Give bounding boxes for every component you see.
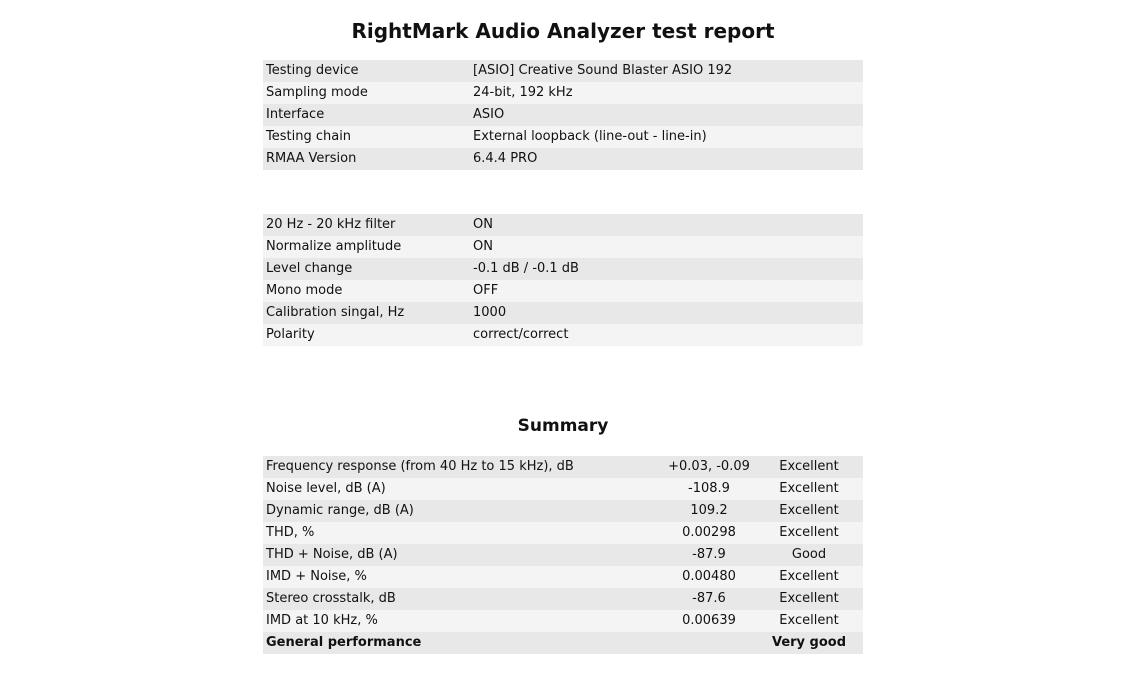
- table-row: [263, 126, 863, 148]
- summary-label: Noise level, dB (A): [263, 478, 663, 500]
- summary-rating: Excellent: [755, 456, 863, 478]
- summary-value: 0.00480: [663, 566, 755, 588]
- setting-label: Calibration singal, Hz: [263, 302, 470, 324]
- device-info-value: External loopback (line-out - line-in): [470, 126, 863, 148]
- device-info-value: 24-bit, 192 kHz: [470, 82, 863, 104]
- table-row: [263, 522, 863, 544]
- table-row: [263, 302, 863, 324]
- summary-label: Frequency response (from 40 Hz to 15 kHz), dB: [263, 456, 663, 478]
- setting-label: Polarity: [263, 324, 470, 346]
- general-performance-label: General performance: [263, 632, 663, 654]
- summary-rating: Excellent: [755, 588, 863, 610]
- table-row: [263, 280, 863, 302]
- summary-table: [263, 456, 863, 654]
- setting-label: 20 Hz - 20 kHz filter: [263, 214, 470, 236]
- setting-value: OFF: [470, 280, 863, 302]
- summary-rating: Good: [755, 544, 863, 566]
- device-info-label: Sampling mode: [263, 82, 470, 104]
- summary-title: Summary: [517, 416, 609, 436]
- table-row: [263, 588, 863, 610]
- table-row: [263, 258, 863, 280]
- table-row: [263, 148, 863, 170]
- setting-value: ON: [470, 214, 863, 236]
- table-row: [263, 500, 863, 522]
- table-row: [263, 214, 863, 236]
- general-performance-row: [263, 632, 863, 654]
- table-row: [263, 236, 863, 258]
- device-info-value: [ASIO] Creative Sound Blaster ASIO 192: [470, 60, 863, 82]
- table-row: [263, 610, 863, 632]
- summary-label: IMD at 10 kHz, %: [263, 610, 663, 632]
- summary-value: -87.6: [663, 588, 755, 610]
- table-row: [263, 566, 863, 588]
- summary-rating: Excellent: [755, 522, 863, 544]
- setting-label: Level change: [263, 258, 470, 280]
- summary-value: -87.9: [663, 544, 755, 566]
- summary-label: Dynamic range, dB (A): [263, 500, 663, 522]
- settings-table: [263, 214, 863, 346]
- summary-label: THD, %: [263, 522, 663, 544]
- device-info-table: [263, 60, 863, 170]
- device-info-label: RMAA Version: [263, 148, 470, 170]
- summary-label: THD + Noise, dB (A): [263, 544, 663, 566]
- table-row: [263, 456, 863, 478]
- summary-value: 0.00298: [663, 522, 755, 544]
- setting-label: Mono mode: [263, 280, 470, 302]
- summary-value: 0.00639: [663, 610, 755, 632]
- setting-label: Normalize amplitude: [263, 236, 470, 258]
- summary-value: +0.03, -0.09: [663, 456, 755, 478]
- table-row: [263, 544, 863, 566]
- table-row: [263, 60, 863, 82]
- summary-value: 109.2: [663, 500, 755, 522]
- device-info-value: ASIO: [470, 104, 863, 126]
- setting-value: ON: [470, 236, 863, 258]
- setting-value: -0.1 dB / -0.1 dB: [470, 258, 863, 280]
- summary-rating: Excellent: [755, 610, 863, 632]
- summary-rating: Excellent: [755, 478, 863, 500]
- table-row: [263, 82, 863, 104]
- device-info-label: Interface: [263, 104, 470, 126]
- setting-value: 1000: [470, 302, 863, 324]
- setting-value: correct/correct: [470, 324, 863, 346]
- table-row: [263, 104, 863, 126]
- table-row: [263, 478, 863, 500]
- report-title: RightMark Audio Analyzer test report: [351, 19, 775, 43]
- device-info-label: Testing device: [263, 60, 470, 82]
- summary-value: -108.9: [663, 478, 755, 500]
- general-performance-value: [663, 632, 755, 654]
- summary-label: IMD + Noise, %: [263, 566, 663, 588]
- device-info-value: 6.4.4 PRO: [470, 148, 863, 170]
- summary-label: Stereo crosstalk, dB: [263, 588, 663, 610]
- general-performance-rating: Very good: [755, 632, 863, 654]
- summary-rating: Excellent: [755, 566, 863, 588]
- summary-rating: Excellent: [755, 500, 863, 522]
- table-row: [263, 324, 863, 346]
- device-info-label: Testing chain: [263, 126, 470, 148]
